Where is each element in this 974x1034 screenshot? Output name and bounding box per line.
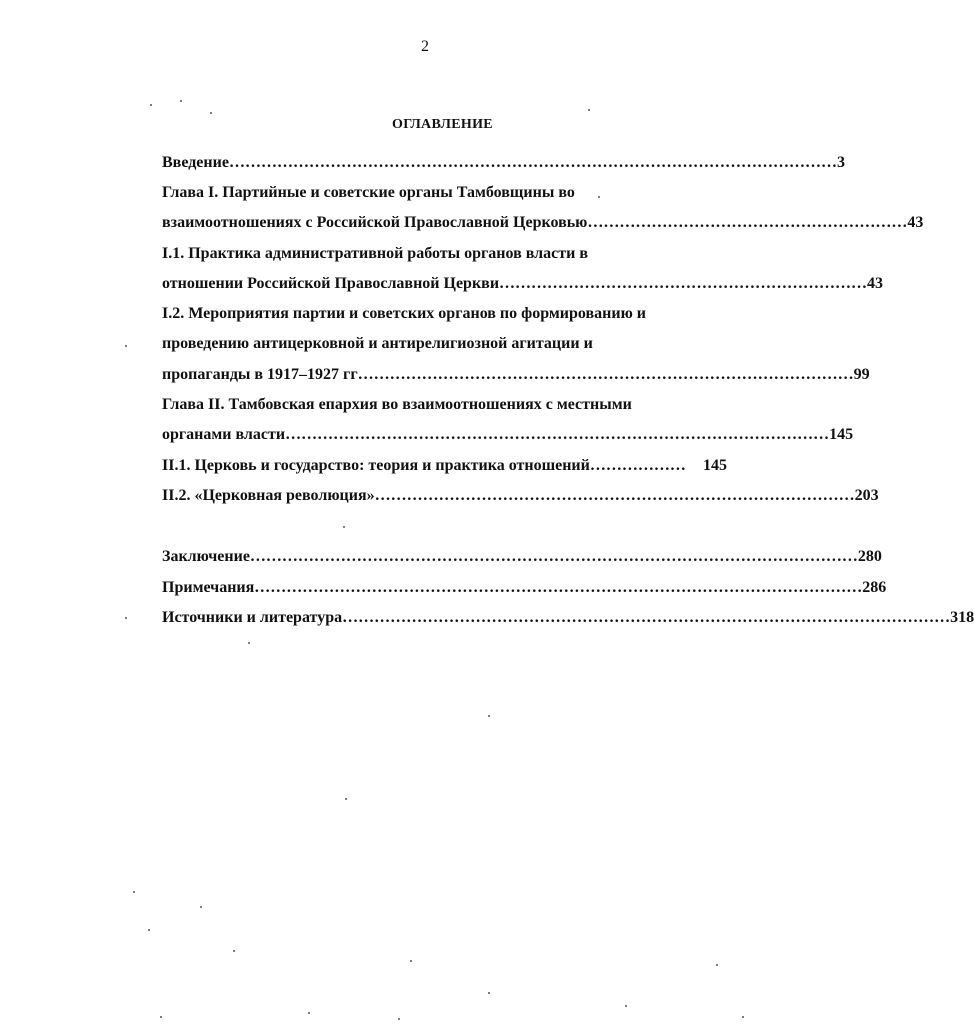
toc-entry-title: органами власти bbox=[162, 426, 286, 443]
toc-entry-section21[interactable] bbox=[162, 456, 727, 476]
toc-entry-chapter2-line1[interactable]: Глава II. Тамбовская епархия во взаимоотношениях с местными bbox=[162, 396, 632, 413]
toc-entry-chapter1-line1[interactable]: Глава I. Партийные и советские органы Тамбовщины во bbox=[162, 184, 575, 201]
scan-speck bbox=[742, 1016, 744, 1018]
toc-entry-section22[interactable] bbox=[162, 486, 879, 506]
toc-entry-page: 203 bbox=[854, 487, 879, 504]
toc-entry-section12-line1[interactable]: I.2. Мероприятия партии и советских органов по формированию и bbox=[162, 305, 647, 322]
scan-speck bbox=[625, 1005, 627, 1007]
toc-entry-page: 145 bbox=[829, 426, 854, 443]
scan-speck bbox=[488, 715, 490, 717]
dot-leader: …………………………………………………………………………………………………… bbox=[228, 154, 837, 171]
toc-entry-chapter1-line2[interactable] bbox=[162, 213, 924, 233]
scan-speck bbox=[248, 642, 250, 644]
dot-leader: ……………… bbox=[589, 457, 686, 474]
toc-entry-chapter2-line2[interactable] bbox=[162, 425, 854, 445]
toc-entry-section12-line3[interactable] bbox=[162, 365, 870, 385]
scan-speck bbox=[233, 950, 235, 952]
toc-entry-page: 3 bbox=[836, 154, 845, 171]
toc-entry-page: 145 bbox=[703, 457, 727, 474]
dot-leader: …………………………………………………………………………………………………… bbox=[249, 548, 858, 565]
toc-entry-section12-line2[interactable]: проведению антицерковной и антирелигиозной агитации и bbox=[162, 335, 593, 352]
scan-speck bbox=[148, 929, 150, 931]
toc-entry-page: 43 bbox=[907, 214, 924, 231]
toc-entry-page: 43 bbox=[867, 275, 884, 292]
toc-entry-page: 318 bbox=[950, 609, 974, 626]
dot-leader: …………………………………………………………………………………………………… bbox=[254, 579, 863, 596]
toc-entry-title: Введение bbox=[162, 154, 229, 171]
scan-speck bbox=[410, 960, 412, 962]
scan-speck bbox=[210, 112, 212, 114]
toc-entry-title: II.2. «Церковная революция» bbox=[162, 487, 375, 504]
scan-speck bbox=[200, 906, 202, 908]
toc-entry-title: II.1. Церковь и государство: теория и практика отношений bbox=[162, 457, 590, 474]
toc-entry-title: Заключение bbox=[162, 548, 250, 565]
dot-leader: …………………………………………………………………………………………………… bbox=[342, 609, 951, 626]
dot-leader: ………………………………………………………………………………………… bbox=[285, 426, 830, 443]
scan-speck bbox=[343, 526, 345, 528]
scan-speck bbox=[588, 109, 590, 111]
scan-speck bbox=[716, 964, 718, 966]
page-number: 2 bbox=[421, 38, 429, 55]
toc-heading: ОГЛАВЛЕНИЕ bbox=[392, 117, 493, 132]
scan-speck bbox=[150, 104, 152, 106]
scan-speck bbox=[488, 992, 490, 994]
scan-speck bbox=[345, 798, 347, 800]
toc-entry-title: взаимоотношениях с Российской Православной Церковью bbox=[162, 214, 588, 231]
toc-entry-title: Примечания bbox=[162, 579, 255, 596]
scan-speck bbox=[125, 345, 127, 347]
scan-speck bbox=[598, 196, 600, 198]
toc-entry-intro[interactable] bbox=[162, 153, 845, 173]
toc-entry-title: отношении Российской Православной Церкви bbox=[162, 275, 500, 292]
toc-entry-conclusion[interactable] bbox=[162, 547, 882, 567]
dot-leader: ………………………………………………………………………………… bbox=[357, 366, 854, 383]
scan-speck bbox=[125, 617, 127, 619]
scan-speck bbox=[180, 100, 182, 102]
toc-entry-section11-line2[interactable] bbox=[162, 274, 884, 294]
toc-entry-title: пропаганды в 1917–1927 гг bbox=[162, 366, 358, 383]
toc-entry-notes[interactable] bbox=[162, 578, 887, 598]
toc-entry-title: Источники и литература bbox=[162, 609, 343, 626]
toc-entry-page: 280 bbox=[857, 548, 882, 565]
toc-entry-sources[interactable] bbox=[162, 608, 974, 628]
toc-entry-section11-line1[interactable]: I.1. Практика административной работы органов власти в bbox=[162, 245, 588, 262]
dot-leader: …………………………………………………………… bbox=[499, 275, 868, 292]
toc-entry-page: 99 bbox=[853, 366, 870, 383]
dot-leader: ……………………………………………………………………………… bbox=[374, 487, 855, 504]
scan-speck bbox=[133, 891, 135, 893]
dot-leader: …………………………………………………… bbox=[587, 214, 908, 231]
scan-speck bbox=[308, 1012, 310, 1014]
scan-speck bbox=[160, 1016, 162, 1018]
scan-speck bbox=[398, 1018, 400, 1020]
toc-entry-page: 286 bbox=[862, 579, 887, 596]
